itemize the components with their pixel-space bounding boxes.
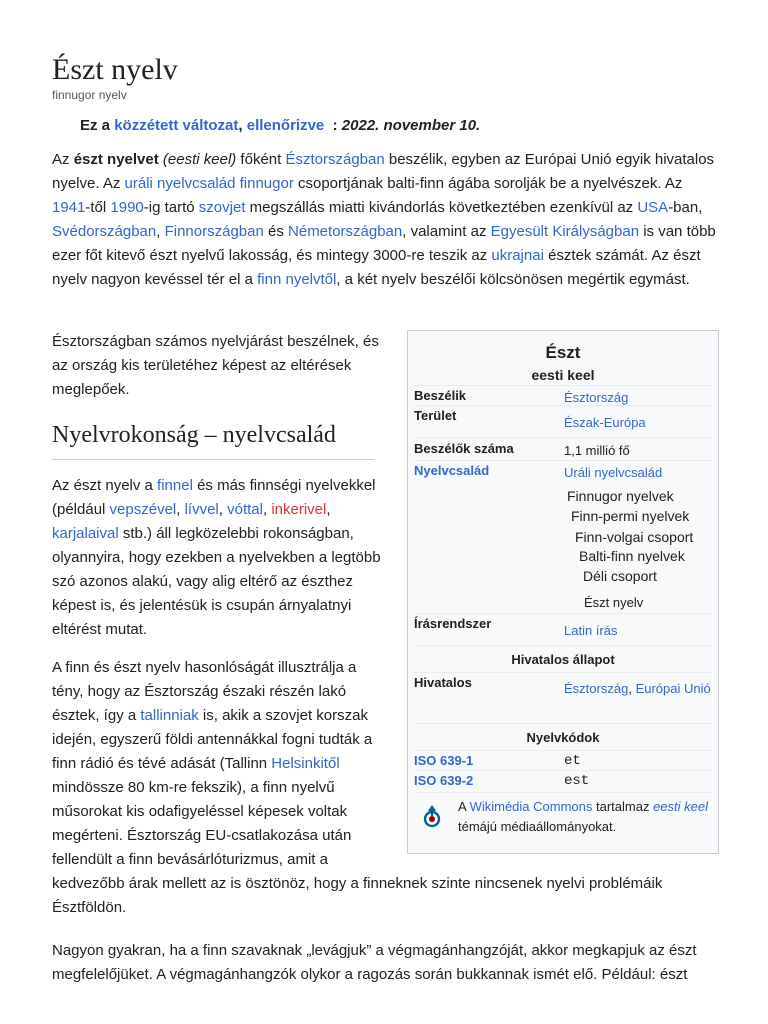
link-finnougric[interactable]: finnugor [239,175,294,192]
commons-link[interactable]: Wikimédia Commons [469,799,593,814]
infobox-divider [414,460,712,461]
link-tallinn[interactable]: tallinniak [140,707,199,724]
link-finnish-language[interactable]: finn nyelvtől [257,271,337,288]
infobox-link-uralic[interactable]: Uráli nyelvcsalád [564,465,663,480]
tree-level-3: Finn-volgai csoport [575,529,694,545]
link-sweden[interactable]: Svédországban [52,223,157,240]
link-finnish[interactable]: finnel [157,477,193,494]
language-infobox [407,330,719,854]
infobox-link-latin-script[interactable]: Latin írás [564,623,618,638]
dialects-paragraph: Észtországban számos nyelvjárást beszélnek, és az ország kis területéhez képest az eltérések meglepőek. [52,333,379,398]
link-uk[interactable]: Egyesült Királyságban [490,223,640,240]
infobox-heading-codes: Nyelvkódok [526,730,600,745]
similarity-paragraph: A finn és észt nyelv hasonlóságát illusztrálja a tény, hogy az Észtország északi részén lakó észtek, így a tallinniak is, akik a szovjet korszak idején, egyszerű földi antennákkal fogni tudták a finn rádió és tévé adását (Tallinn Helsinkitől mindössze 80 km-re fekszik), a finn nyelvű műsorokat kis odafigyeléssel képesek voltak megérteni. Észtország EU-csatlakozása után fellendült a finn bevásárlóturizmus, amit a [52,659,373,868]
infobox-label: Beszélők száma [414,441,514,456]
revision-colon: : [332,117,338,134]
link-ukraine[interactable]: ukrajnai [491,247,544,264]
infobox-link-northern-europe[interactable]: Észak-Európa [564,415,646,430]
link-usa[interactable]: USA [637,199,669,216]
tree-level-2: Finn-permi nyelvek [571,508,690,524]
link-karelian[interactable]: karjalaival [52,525,119,542]
published-version-link[interactable]: közzétett változat [114,117,239,134]
link-livonian[interactable]: lívvel [184,501,219,518]
infobox-link-iso2[interactable]: ISO 639-2 [414,773,474,788]
infobox-divider [414,405,712,406]
infobox-divider [414,645,712,646]
checked-link[interactable]: ellenőrizve [246,117,325,134]
infobox-divider [414,723,712,724]
infobox-label: Beszélik [414,388,467,403]
infobox-divider [414,770,712,771]
infobox-label: Terület [414,408,457,423]
tree-level-6: Észt nyelv [584,595,644,610]
iso2-code: est [564,773,590,789]
iso1-code: et [564,753,581,769]
infobox-native-name: eesti keel [531,367,595,383]
commons-category-link[interactable]: eesti keel [653,799,708,814]
link-1990[interactable]: 1990 [110,199,144,216]
page-title: Észt nyelv [52,53,178,86]
tree-level-1: Finnugor nyelvek [567,488,674,504]
revision-comma: , [238,117,243,134]
link-ingrian-missing[interactable]: inkerivel [271,501,327,518]
infobox-divider [414,672,712,673]
tree-level-5: Déli csoport [583,568,657,584]
infobox-divider [414,750,712,751]
relation-paragraph: Az észt nyelv a finnel és más finnségi nyelvekkel (például vepszével, lívvel, vóttal, inkerivel, karjalaival stb.) áll legközelebbi rokonságban, olyannyira, hogy ezekben a nyelvekben a legtöbb szó azonos alakú, vagy alig eltérő az észthez képest is, és jelentésük is csupán árnyalatnyi eltérést mutat. [52,477,381,638]
infobox-divider [414,385,712,386]
link-finland[interactable]: Finnországban [164,223,264,240]
link-estonia[interactable]: Észtországban [285,151,385,168]
revision-prefix: Ez a [80,117,111,134]
infobox-link-language-family[interactable]: Nyelvcsalád [414,463,490,478]
link-uralic[interactable]: uráli nyelvcsalád [124,175,236,192]
infobox-speakers-value: 1,1 millió fő [564,443,630,458]
infobox-link-estonia-official[interactable]: Észtország [564,681,629,696]
link-1941[interactable]: 1941 [52,199,86,216]
infobox-heading-official: Hivatalos állapot [511,652,615,667]
infobox-link-iso1[interactable]: ISO 639-1 [414,753,474,768]
link-germany[interactable]: Németországban [288,223,403,240]
commons-notice: A Wikimédia Commons tartalmaz eesti keel témájú médiaállományokat. [458,799,708,834]
tree-level-4: Balti-finn nyelvek [579,548,685,564]
native-name: (eesti keel) [162,151,237,168]
page-subtitle: finnugor nyelv [52,88,127,102]
infobox-label: Hivatalos [414,675,472,690]
infobox-label: Írásrendszer [414,616,492,631]
revision-notice [80,117,480,134]
infobox-divider [414,613,712,614]
similarity-paragraph-cont: kedvezőbb árak mellett az is ösztönöz, hogy a finneknek szinte nincsenek nyelvi problémáik Észtföldön. [52,875,663,916]
infobox-divider [414,792,712,793]
link-helsinki[interactable]: Helsinkitől [271,755,340,772]
link-veps[interactable]: vepszével [109,501,177,518]
infobox-title: Észt [545,343,581,362]
infobox-divider [414,437,712,438]
intro-paragraph: Az észt nyelvet (eesti keel) főként Észtországban beszélik, egyben az Európai Unió egyik hivatalos nyelve. Az uráli nyelvcsalád finnugor csoportjának balti-finn ágába sorolják be a nyelvészek. Az 1941-től 1990-ig tartó szovjet megszállás miatti kivándorlás következtében ezenkívül az USA-ban, Svédországban, Finnországban és Németországban, valamint az Egyesült Királyságban is van több ezer főt kitevő észt nyelvű lakosság, és mintegy 3000-re teszik az ukrajnai észtek számát. Az észt nyelv nagyon kevéssel tér el a finn nyelvtől, a két nyelv beszélői kölcsönösen megértik egymást. [52,151,716,288]
bold-term: észt nyelvet [73,151,159,168]
infobox-link-eu[interactable]: Európai Unió [635,681,711,696]
infobox-official-values: Észtország, Európai Unió [564,681,711,696]
link-votic[interactable]: vóttal [227,501,263,518]
link-soviet[interactable]: szovjet [198,199,246,216]
infobox-link-estonia[interactable]: Észtország [564,390,629,405]
vowel-paragraph: Nagyon gyakran, ha a finn szavaknak „levágjuk” a végmagánhangzóját, akkor megkapjuk az észt megfelelőjüket. A végmagánhangzók olykor a ragozás során bukkannak ismét elő. Például: észt [52,942,697,983]
section-heading: Nyelvrokonság – nyelvcsalád [52,418,374,460]
revision-date: 2022. november 10. [341,117,481,134]
